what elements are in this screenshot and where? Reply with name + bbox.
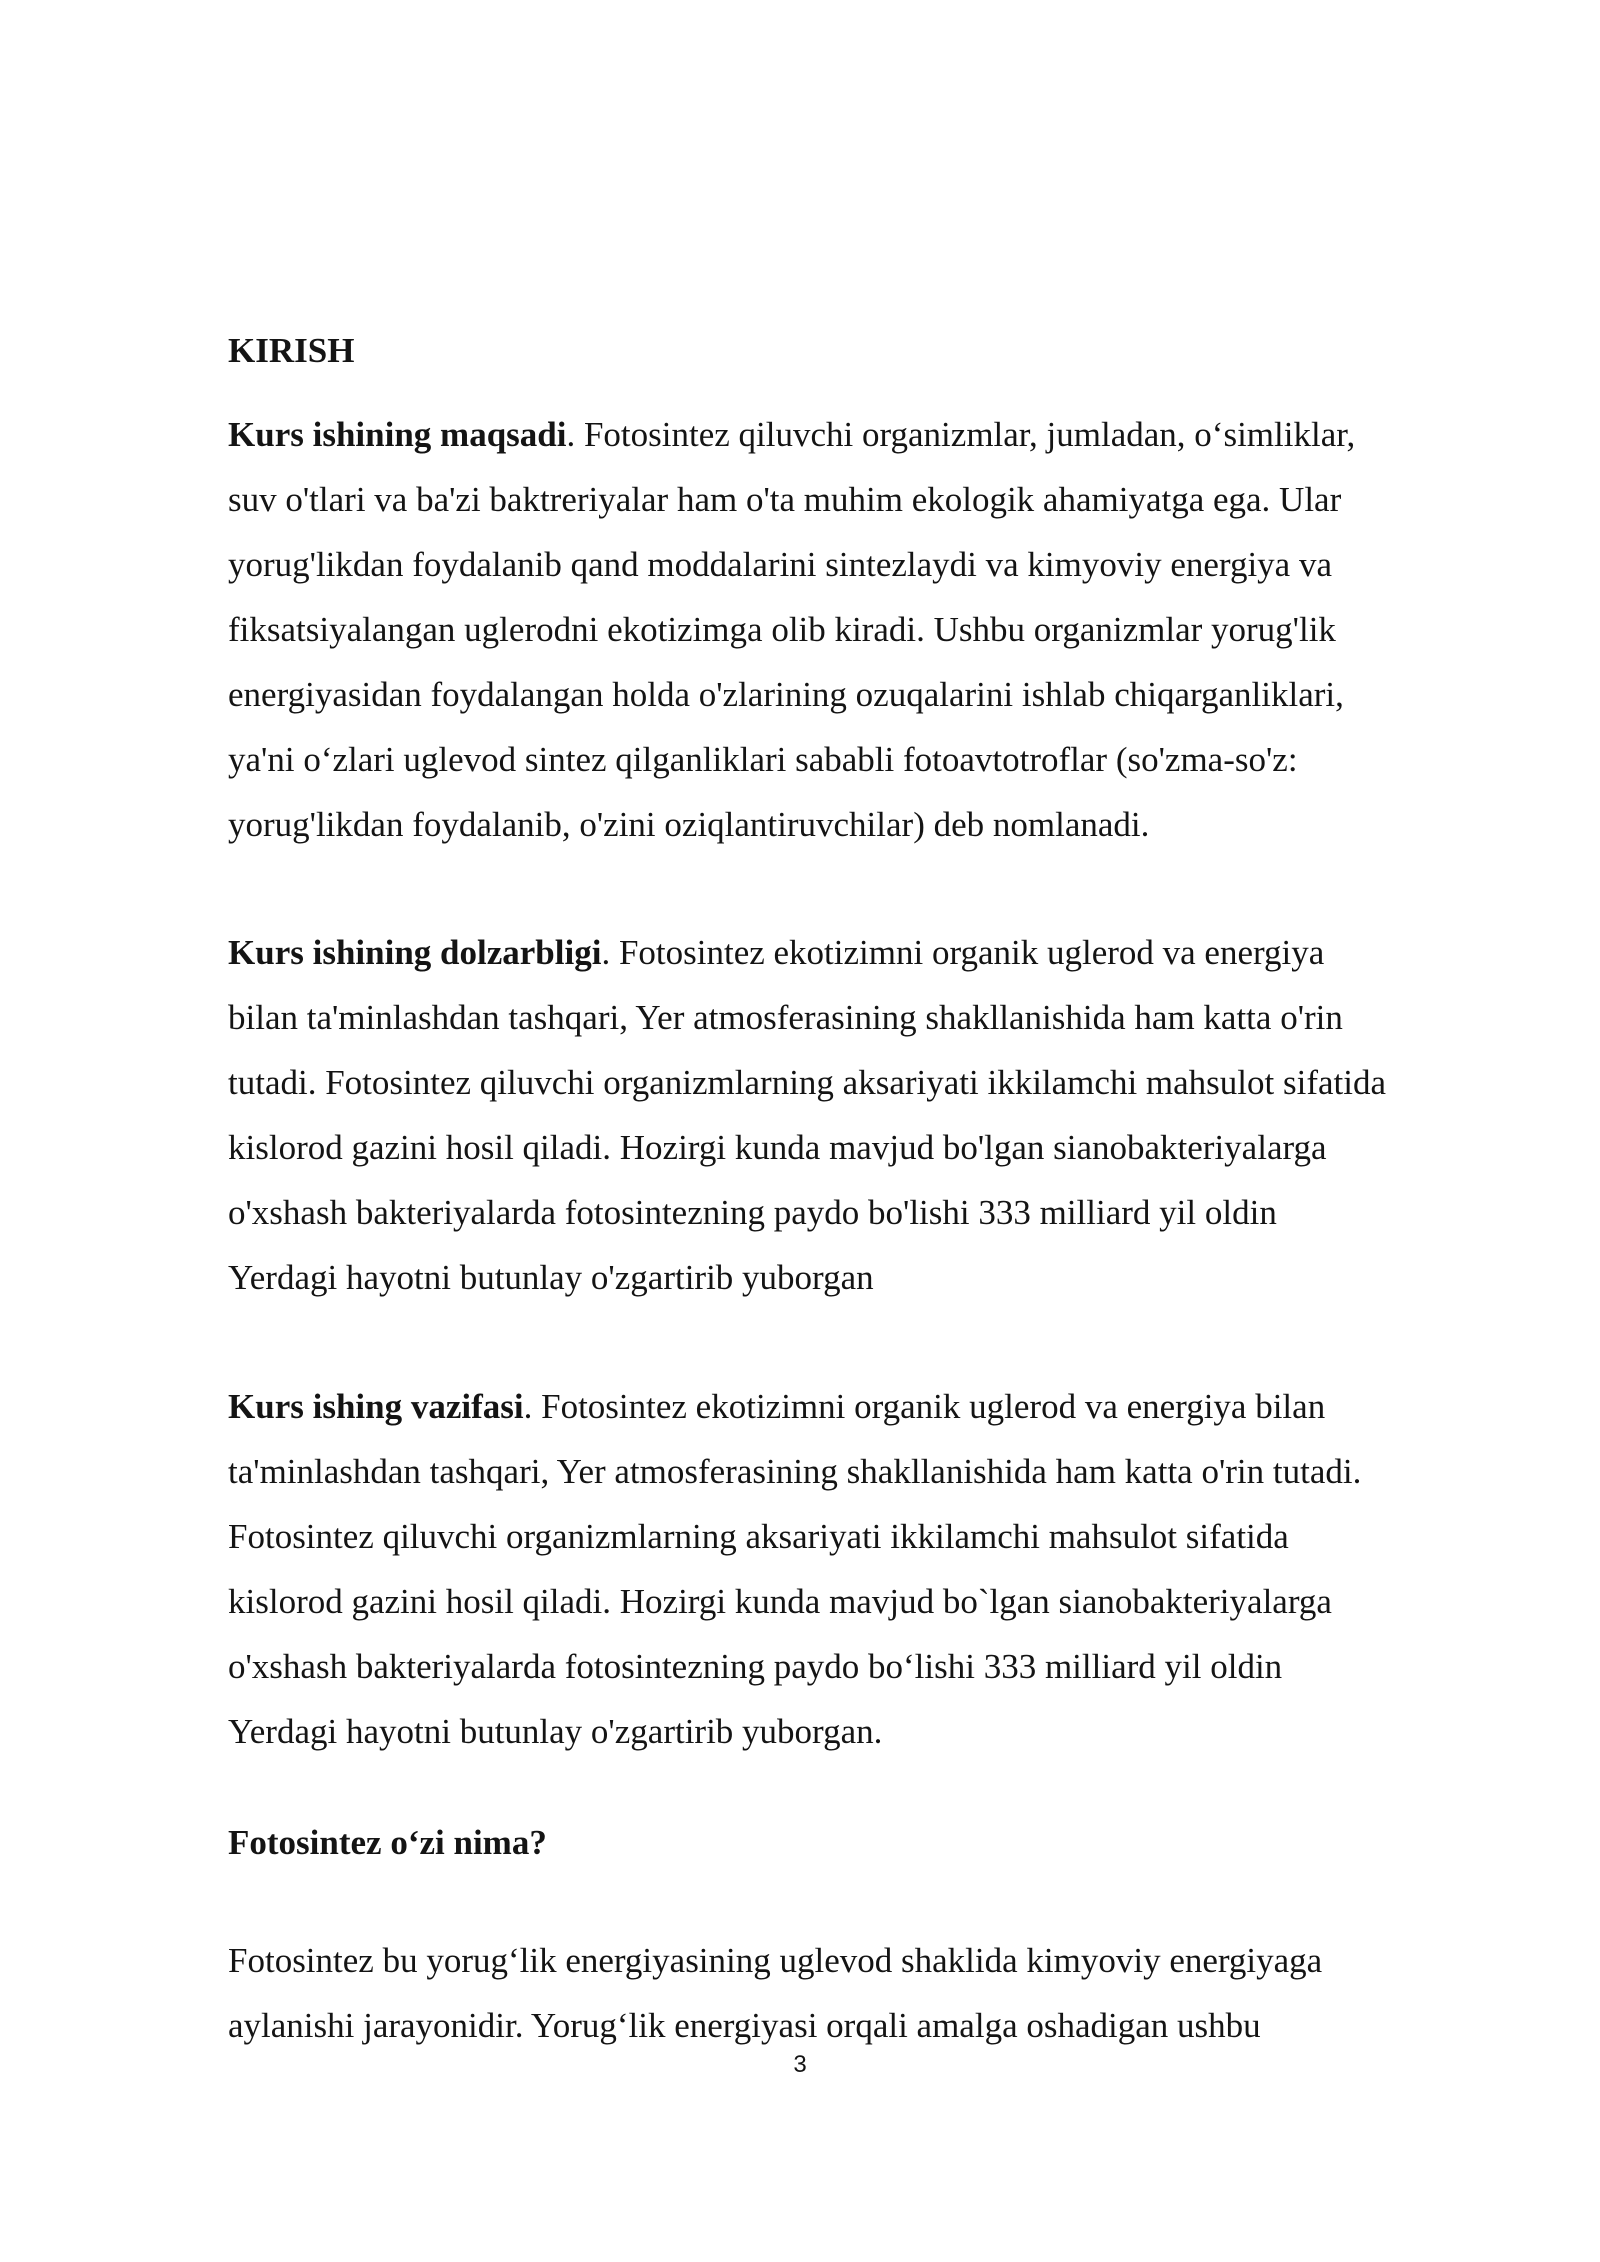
paragraph-relevance xyxy=(228,920,1528,1310)
paragraph-line: suv o'tlari va ba'zi baktreriyalar ham o'ta muhim ekologik ahamiyatga ega. Ular xyxy=(228,480,1342,519)
line-text: . Fotosintez ekotizimni organik uglerod va energiya bilan xyxy=(523,1387,1326,1426)
paragraph-line: tutadi. Fotosintez qiluvchi organizmlarning aksariyati ikkilamchi mahsulot sifatida xyxy=(228,1063,1387,1102)
line-text: . Fotosintez qiluvchi organizmlar, jumladan, o‘simliklar, xyxy=(566,415,1356,454)
paragraph-lead: Kurs ishining maqsadi xyxy=(228,415,567,454)
paragraph-tasks xyxy=(228,1374,1528,1764)
paragraph-lead: Kurs ishining dolzarbligi xyxy=(228,933,602,972)
paragraph-definition xyxy=(228,1928,1528,2058)
paragraph-purpose xyxy=(228,402,1528,857)
paragraph-line: yorug'likdan foydalanib, o'zini oziqlantiruvchilar) deb nomlanadi. xyxy=(228,805,1150,844)
paragraph-line xyxy=(228,1374,1528,1439)
paragraph-line xyxy=(228,920,1528,985)
paragraph-line: yorug'likdan foydalanib qand moddalarini sintezlaydi va kimyoviy energiya va xyxy=(228,545,1332,584)
paragraph-line: o'xshash bakteriyalarda fotosintezning paydo bo'lishi 333 milliard yil oldin xyxy=(228,1193,1277,1232)
page-number: 3 xyxy=(793,2051,807,2078)
paragraph-line: fiksatsiyalangan uglerodni ekotizimga olib kiradi. Ushbu organizmlar yorug'lik xyxy=(228,610,1336,649)
paragraph-line: ta'minlashdan tashqari, Yer atmosferasining shakllanishida ham katta o'rin tutadi. xyxy=(228,1452,1362,1491)
paragraph-line: energiyasidan foydalangan holda o'zlarining ozuqalarini ishlab chiqarganliklari, xyxy=(228,675,1344,714)
paragraph-line: o'xshash bakteriyalarda fotosintezning paydo bo‘lishi 333 milliard yil oldin xyxy=(228,1647,1283,1686)
paragraph-lead: Kurs ishing vazifasi xyxy=(228,1387,524,1426)
paragraph-line: kislorod gazini hosil qiladi. Hozirgi kunda mavjud bo`lgan sianobakteriyalarga xyxy=(228,1582,1332,1621)
paragraph-line: Yerdagi hayotni butunlay o'zgartirib yuborgan xyxy=(228,1258,874,1297)
section-heading-kirish: KIRISH xyxy=(228,331,355,370)
paragraph-line: bilan ta'minlashdan tashqari, Yer atmosferasining shakllanishida ham katta o'rin xyxy=(228,998,1343,1037)
paragraph-line: ya'ni o‘zlari uglevod sintez qilganliklari sababli fotoavtotroflar (so'zma-so'z: xyxy=(228,740,1298,779)
subheading-what-is-photosynthesis: Fotosintez o‘zi nima? xyxy=(228,1823,547,1862)
paragraph-line: Fotosintez bu yorug‘lik energiyasining uglevod shaklida kimyoviy energiyaga xyxy=(228,1941,1323,1980)
paragraph-line: aylanishi jarayonidir. Yorug‘lik energiyasi orqali amalga oshadigan ushbu xyxy=(228,2006,1261,2045)
paragraph-line: Fotosintez qiluvchi organizmlarning aksariyati ikkilamchi mahsulot sifatida xyxy=(228,1517,1289,1556)
paragraph-line: kislorod gazini hosil qiladi. Hozirgi kunda mavjud bo'lgan sianobakteriyalarga xyxy=(228,1128,1327,1167)
paragraph-line: Yerdagi hayotni butunlay o'zgartirib yuborgan. xyxy=(228,1712,883,1751)
line-text: . Fotosintez ekotizimni organik uglerod va energiya xyxy=(601,933,1325,972)
paragraph-line xyxy=(228,402,1528,467)
